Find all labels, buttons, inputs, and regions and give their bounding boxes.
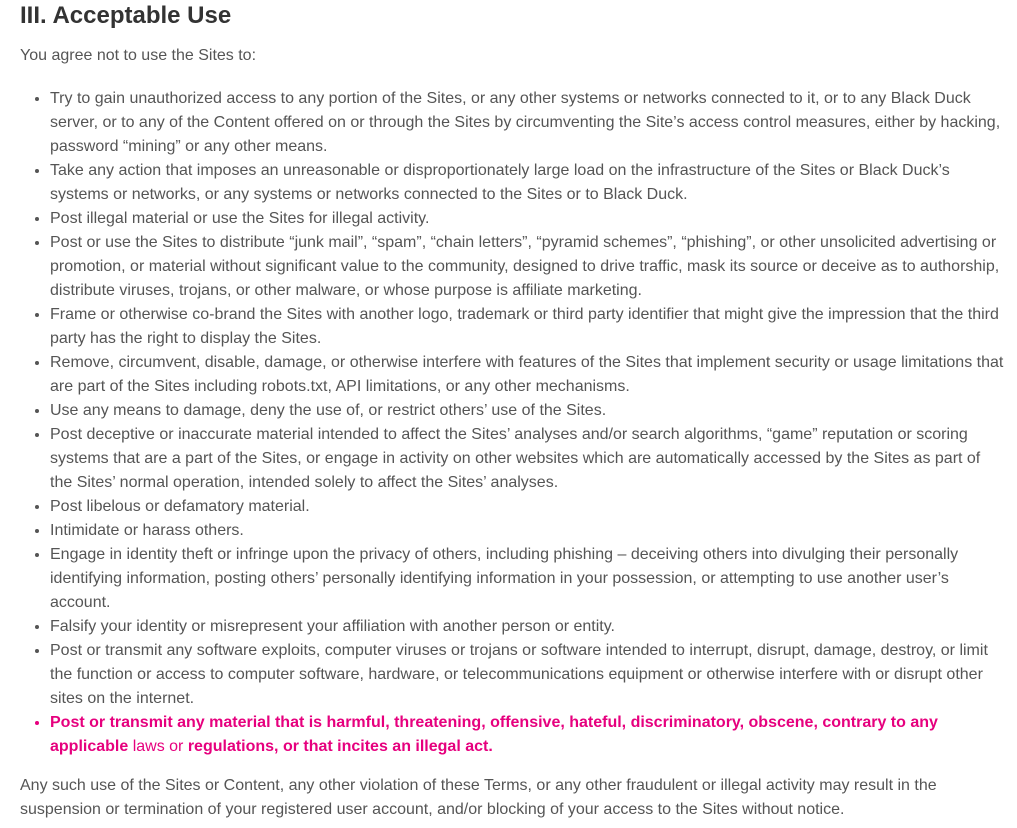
list-item: • Try to gain unauthorized access to any portion of the Sites, or any other systems or networks connected to it, or to any Black Duck server, or to any of the Content offered on or through the Sites by circumventing the Site’s access control measures, either by hacking, password “mining” or any other means. bbox=[50, 87, 1005, 159]
highlighted-text-tail: regulations, or that incites an illegal act. bbox=[183, 738, 493, 755]
list-item: • Frame or otherwise co-brand the Sites with another logo, trademark or third party identifier that might give the impression that the third party has the right to display the Sites. bbox=[50, 303, 1005, 351]
list-item: • Post or transmit any software exploits, computer viruses or trojans or software intended to interrupt, disrupt, damage, destroy, or limit the function or access to computer software, hardware, or telecommunications equipment or otherwise interfere with or disrupt other sites on the internet. bbox=[50, 639, 1005, 711]
highlighted-list-item bbox=[50, 711, 1005, 759]
list-item: • Post libelous or defamatory material. bbox=[50, 495, 1005, 519]
list-item: • Remove, circumvent, disable, damage, or otherwise interfere with features of the Sites that implement security or usage limitations that are part of the Sites including robots.txt, API limitations, or any other mechanisms. bbox=[50, 351, 1005, 399]
section-heading: III. Acceptable Use bbox=[20, 2, 232, 29]
list-item: • Post or use the Sites to distribute “junk mail”, “spam”, “chain letters”, “pyramid schemes”, “phishing”, or other unsolicited advertising or promotion, or material without significant value to the community, designed to drive traffic, mask its source or deceive as to authorship, distribute viruses, trojans, or other malware, or whose purpose is affiliate marketing. bbox=[50, 231, 1005, 303]
closing-paragraph: Any such use of the Sites or Content, any other violation of these Terms, or any other fraudulent or illegal activity may result in the suspension or termination of your registered user account, and/or blocking of your access to the Sites without notice. bbox=[20, 777, 937, 818]
highlighted-text-bold: Post or transmit any material that is harmful, threatening, offensive, hateful, discriminatory, obscene, contrary to any applicable bbox=[50, 714, 938, 755]
intro-text: You agree not to use the Sites to: bbox=[20, 47, 257, 64]
list-item: • Engage in identity theft or infringe upon the privacy of others, including phishing – deceiving others into divulging their personally identifying information, posting others’ personally identifying information in your possession, or attempting to use another user’s account. bbox=[50, 543, 1005, 615]
list-item: • Intimidate or harass others. bbox=[50, 519, 1005, 543]
list-item: • Use any means to damage, deny the use of, or restrict others’ use of the Sites. bbox=[50, 399, 1005, 423]
list-item: • Take any action that imposes an unreasonable or disproportionately large load on the infrastructure of the Sites or Black Duck’s systems or networks, or any systems or networks connected to the Sites or to Black Duck. bbox=[50, 159, 1005, 207]
highlighted-text-normal: laws or bbox=[128, 738, 184, 755]
list-item: • Falsify your identity or misrepresent your affiliation with another person or entity. bbox=[50, 615, 1005, 639]
rules-list bbox=[20, 87, 1005, 759]
list-item: • Post illegal material or use the Sites for illegal activity. bbox=[50, 207, 1005, 231]
acceptable-use-section bbox=[20, 0, 1005, 822]
list-item: • Post deceptive or inaccurate material intended to affect the Sites’ analyses and/or search algorithms, “game” reputation or scoring systems that are a part of the Sites, or engage in activity on other websites which are automatically accessed by the Sites as part of the Sites’ normal operation, intended solely to affect the Sites’ analyses. bbox=[50, 423, 1005, 495]
